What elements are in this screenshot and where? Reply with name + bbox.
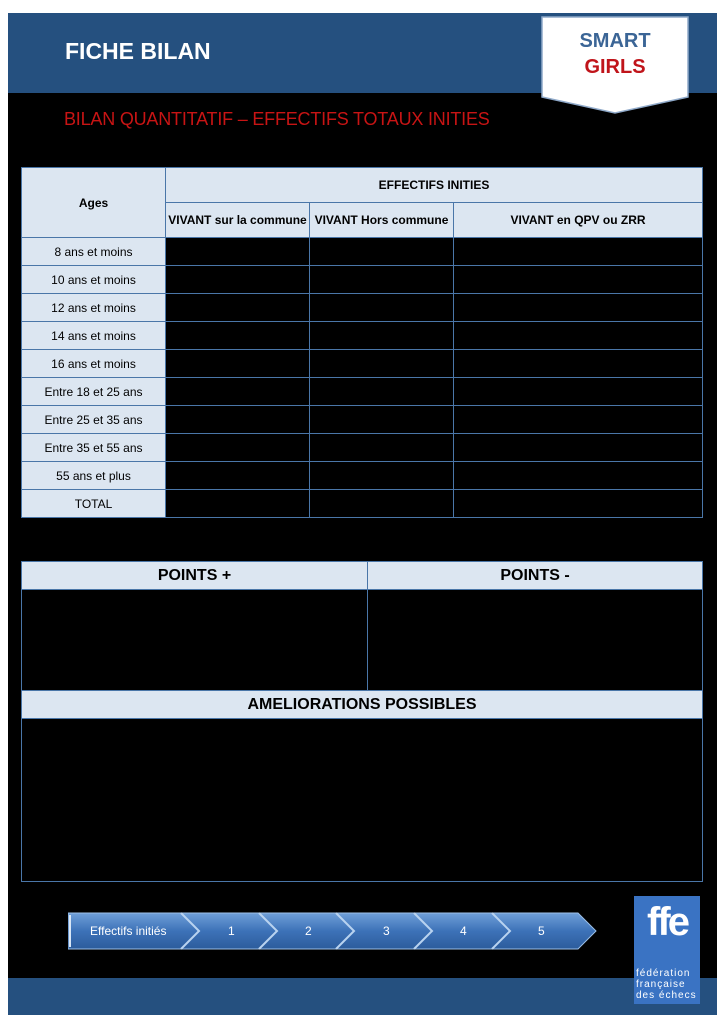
count-cell[interactable] <box>310 378 454 406</box>
count-cell[interactable] <box>166 238 310 266</box>
effectifs-group-header: EFFECTIFS INITIES <box>166 168 703 203</box>
table-row <box>22 322 703 350</box>
page-title: FICHE BILAN <box>65 38 211 64</box>
points-minus-field[interactable] <box>368 590 703 691</box>
points-minus-header: POINTS - <box>368 562 703 590</box>
count-cell[interactable] <box>166 350 310 378</box>
ages-header: Ages <box>22 168 166 238</box>
effectifs-table <box>21 167 703 518</box>
count-cell[interactable] <box>310 462 454 490</box>
column-header: VIVANT Hors commune <box>310 203 454 238</box>
points-table <box>21 561 703 882</box>
count-cell[interactable] <box>166 294 310 322</box>
age-row-label: TOTAL <box>22 490 166 518</box>
points-plus-header: POINTS + <box>22 562 368 590</box>
age-row-label: 12 ans et moins <box>22 294 166 322</box>
age-row-label: 55 ans et plus <box>22 462 166 490</box>
count-cell[interactable] <box>166 406 310 434</box>
age-row-label: Entre 25 et 35 ans <box>22 406 166 434</box>
table-row <box>22 434 703 462</box>
count-cell[interactable] <box>454 462 703 490</box>
badge-line-girls: GIRLS <box>584 56 646 78</box>
points-plus-field[interactable] <box>22 590 368 691</box>
step-label-1: 1 <box>228 924 235 938</box>
count-cell[interactable] <box>166 462 310 490</box>
smart-girls-badge <box>540 15 690 115</box>
count-cell[interactable] <box>454 434 703 462</box>
count-cell[interactable] <box>166 434 310 462</box>
table-row <box>22 266 703 294</box>
count-cell[interactable] <box>454 266 703 294</box>
table-row <box>22 490 703 518</box>
section-subtitle: BILAN QUANTITATIF – EFFECTIFS TOTAUX INITIES <box>64 109 490 129</box>
ffe-logo <box>634 896 700 1004</box>
badge-line-smart: SMART <box>579 30 651 52</box>
age-row-label: 14 ans et moins <box>22 322 166 350</box>
step-label-3: 3 <box>383 924 390 938</box>
age-row-label: 16 ans et moins <box>22 350 166 378</box>
count-cell[interactable] <box>310 434 454 462</box>
count-cell[interactable] <box>310 322 454 350</box>
ameliorations-field[interactable] <box>22 719 703 882</box>
table-row <box>22 294 703 322</box>
count-cell[interactable] <box>454 490 703 518</box>
table-row <box>22 462 703 490</box>
count-cell[interactable] <box>310 350 454 378</box>
step-label-2: 2 <box>305 924 312 938</box>
count-cell[interactable] <box>454 322 703 350</box>
step-label-5: 5 <box>538 924 545 938</box>
count-cell[interactable] <box>310 266 454 294</box>
count-cell[interactable] <box>310 406 454 434</box>
count-cell[interactable] <box>454 238 703 266</box>
column-header: VIVANT sur la commune <box>166 203 310 238</box>
column-header: VIVANT en QPV ou ZRR <box>454 203 703 238</box>
table-row <box>22 406 703 434</box>
count-cell[interactable] <box>454 406 703 434</box>
progress-steps <box>68 911 598 951</box>
count-cell[interactable] <box>166 378 310 406</box>
age-row-label: 8 ans et moins <box>22 238 166 266</box>
count-cell[interactable] <box>454 350 703 378</box>
logo-text-line: française <box>636 979 686 990</box>
logo-text-line: des échecs <box>636 990 697 1001</box>
age-row-label: Entre 18 et 25 ans <box>22 378 166 406</box>
age-row-label: Entre 35 et 55 ans <box>22 434 166 462</box>
table-row <box>22 350 703 378</box>
ameliorations-header: AMELIORATIONS POSSIBLES <box>22 691 703 719</box>
count-cell[interactable] <box>166 490 310 518</box>
count-cell[interactable] <box>166 322 310 350</box>
table-row <box>22 378 703 406</box>
count-cell[interactable] <box>454 294 703 322</box>
count-cell[interactable] <box>310 490 454 518</box>
age-row-label: 10 ans et moins <box>22 266 166 294</box>
table-row <box>22 238 703 266</box>
count-cell[interactable] <box>166 266 310 294</box>
count-cell[interactable] <box>310 294 454 322</box>
logo-mark: ffe <box>647 900 687 944</box>
count-cell[interactable] <box>454 378 703 406</box>
logo-text-line: fédération <box>636 968 691 979</box>
step-label-effectifs: Effectifs initiés <box>90 924 167 938</box>
step-label-4: 4 <box>460 924 467 938</box>
count-cell[interactable] <box>310 238 454 266</box>
footer-band <box>8 978 717 1015</box>
